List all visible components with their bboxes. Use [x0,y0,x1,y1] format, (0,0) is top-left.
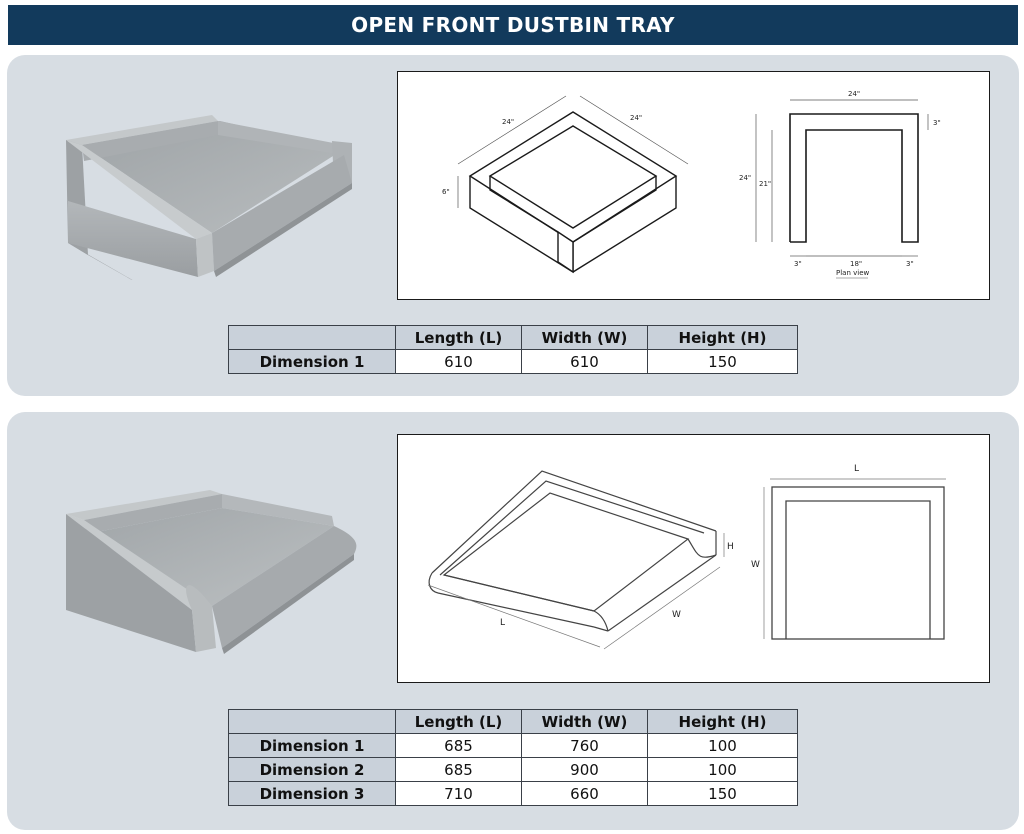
table-header-cell: Height (H) [648,710,798,734]
table-row [229,734,798,758]
plan-top-dimension: 24" [848,90,861,98]
table-header-row [229,710,798,734]
table-header-cell: Width (W) [522,710,648,734]
plan-inner-height-dimension: 21" [759,180,772,188]
iso-width-label: W [672,610,681,620]
table-row-label: Dimension 2 [229,758,396,782]
table-cell: 900 [522,758,648,782]
table-cell: 100 [648,734,798,758]
table-row [229,782,798,806]
table-header-cell: Width (W) [522,326,648,350]
table-header-row [229,326,798,350]
iso-left-dimension: 24" [502,118,515,126]
table-row [229,350,798,374]
tray-2-photo [62,488,362,658]
plan-width-label: W [751,560,760,570]
table-header-cell: Length (L) [396,710,522,734]
tray-1-panel [7,55,1019,396]
table-cell: 710 [396,782,522,806]
plan-outer-height-dimension: 24" [739,174,752,182]
plan-wall-left-bottom-dimension: 3" [794,260,802,268]
plan-view-caption: Plan view [836,269,870,277]
page-title: OPEN FRONT DUSTBIN TRAY [8,5,1018,45]
table-row-label: Dimension 1 [229,350,396,374]
plan-length-label: L [854,464,860,474]
table-cell: 610 [522,350,648,374]
table-header-cell: Height (H) [648,326,798,350]
table-header-cell [229,326,396,350]
table-cell: 150 [648,350,798,374]
table-cell: 760 [522,734,648,758]
tray-1-dimension-table [228,325,798,374]
iso-height-label: H [727,542,734,552]
table-cell: 685 [396,758,522,782]
tray-2-dimension-table [228,709,798,806]
table-cell: 660 [522,782,648,806]
tray-2-panel [7,412,1019,830]
tray-1-technical-drawing [397,71,990,300]
table-cell: 610 [396,350,522,374]
tray-2-technical-drawing [397,434,990,683]
table-row [229,758,798,782]
plan-wall-right-dimension: 3" [933,119,941,127]
table-cell: 150 [648,782,798,806]
table-row-label: Dimension 1 [229,734,396,758]
table-cell: 685 [396,734,522,758]
plan-inner-width-dimension: 18" [850,260,863,268]
table-header-cell [229,710,396,734]
iso-right-dimension: 24" [630,114,643,122]
plan-wall-right-bottom-dimension: 3" [906,260,914,268]
table-cell: 100 [648,758,798,782]
iso-length-label: L [500,618,506,628]
table-header-cell: Length (L) [396,326,522,350]
tray-1-photo [62,115,362,280]
iso-height-dimension: 6" [442,188,450,196]
table-row-label: Dimension 3 [229,782,396,806]
